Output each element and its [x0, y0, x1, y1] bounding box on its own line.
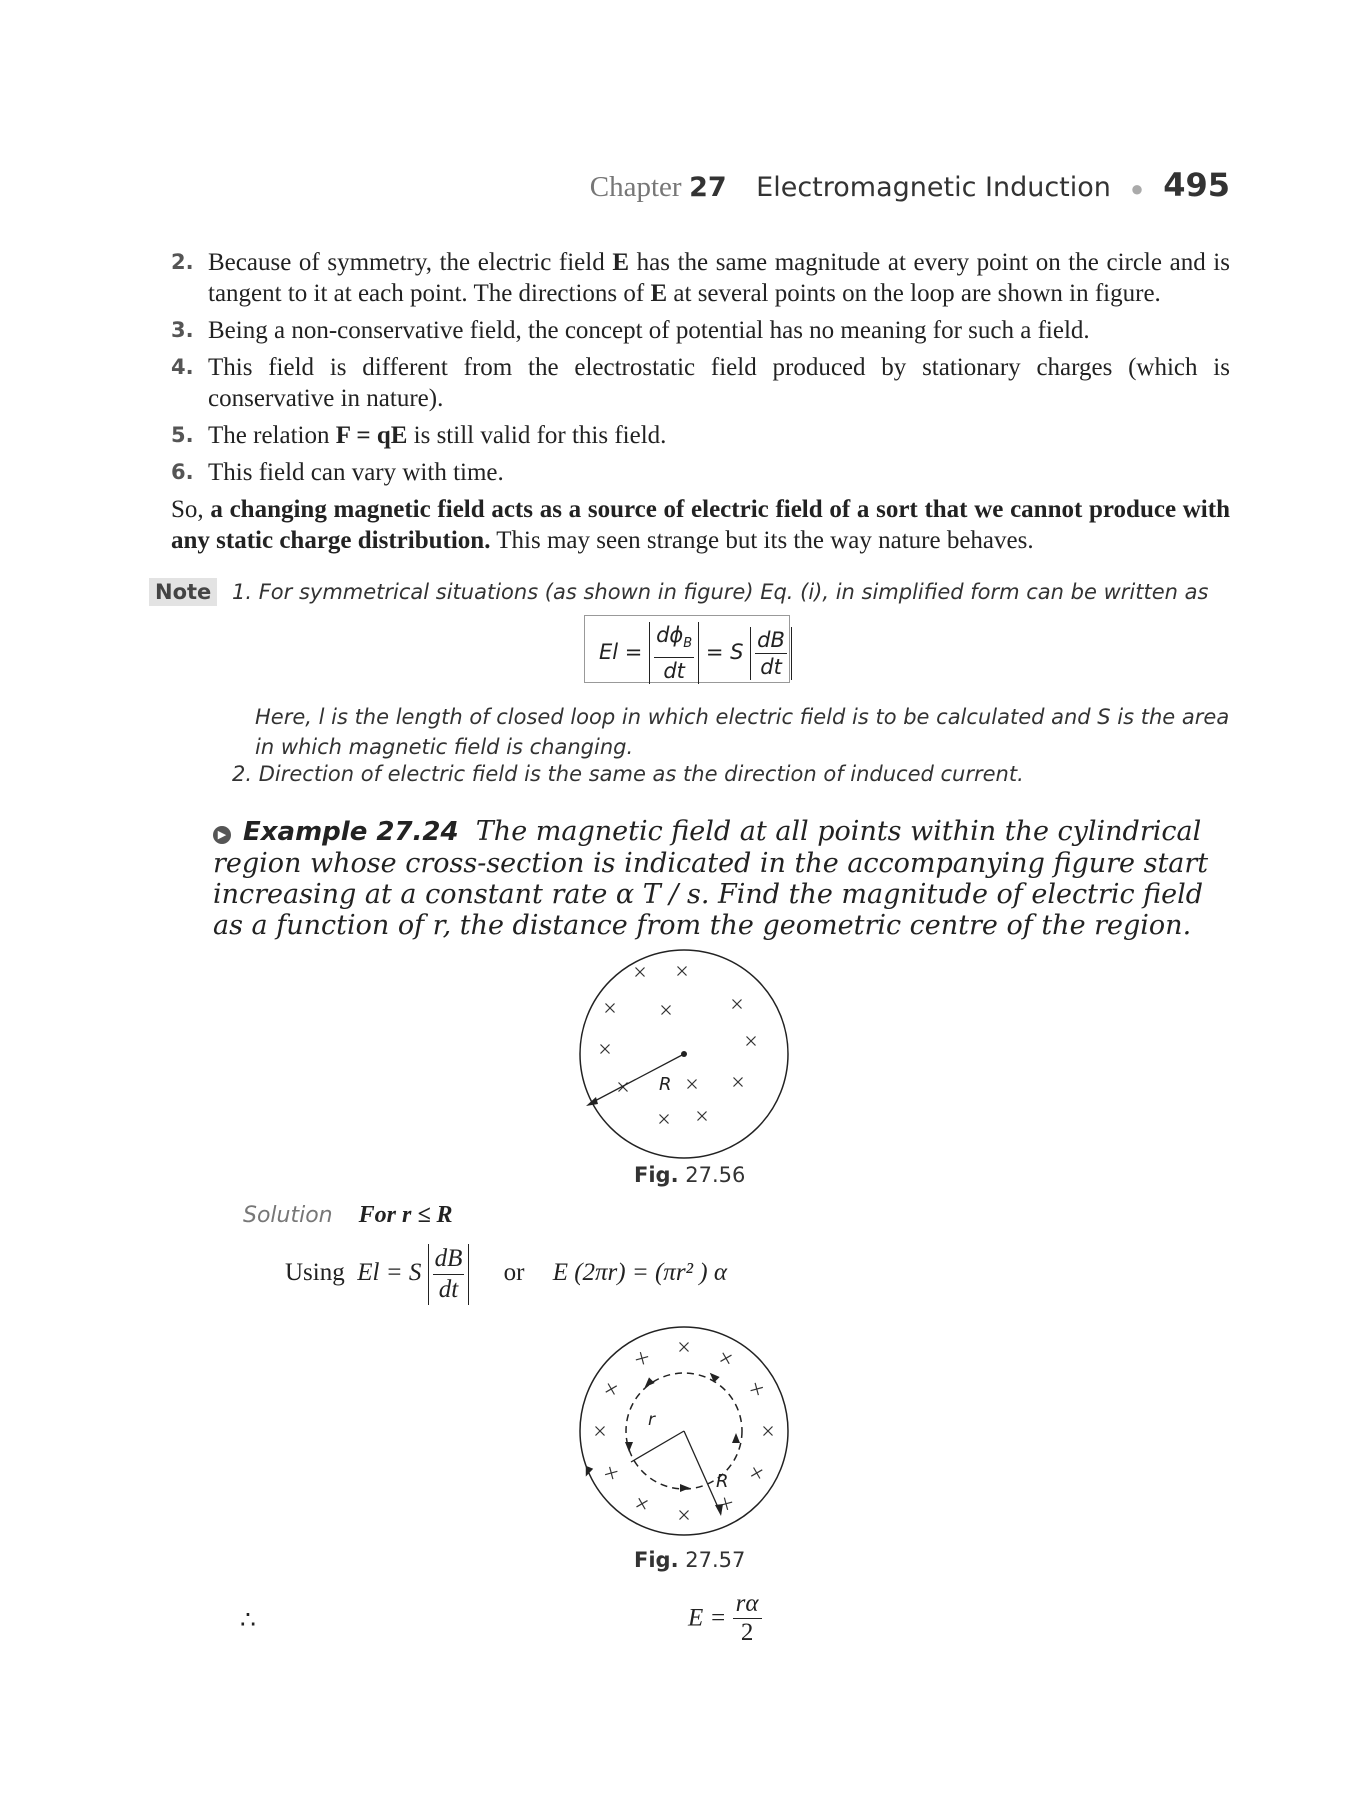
- cross-marks: [601, 967, 756, 1124]
- summary-paragraph: So, a changing magnetic field acts as a source of electric field of a sort that we cannot produce with any static charge distribution. This may seen strange but its the way nature behaves.: [171, 496, 1230, 554]
- item-text: This field can vary with time.: [208, 459, 504, 486]
- arrowhead-icon: [645, 1377, 655, 1387]
- eq-fraction-flux: $\frac{d\phi_B}{dt}$: [649, 622, 699, 684]
- item-text: Being a non-conservative field, the concept of potential has no meaning for such a field.: [208, 317, 1090, 344]
- radius-r-line: [631, 1431, 684, 1462]
- arrowhead-icon: [586, 1097, 598, 1106]
- chapter-word: Chapter: [589, 171, 682, 203]
- eq-mid: = S: [705, 640, 744, 665]
- or-text: or: [503, 1259, 525, 1287]
- item-number: 6.: [171, 460, 194, 484]
- item-number: 3.: [171, 318, 194, 342]
- cross-mark: [751, 1467, 762, 1478]
- solution-equation: [285, 1244, 727, 1305]
- eq-fraction-db: $\frac{dB}{dt}$: [750, 627, 792, 680]
- equation-box: [584, 615, 790, 683]
- example-text: The magnetic field at all points within the cylindrical region whose cross-section is indicated in the accompanying figure start increasing at a constant rate α T / s. Find the magnitude of electric field as a function of r, the distance from the geometric centre of the region.: [213, 816, 1209, 941]
- arrowhead-icon: [680, 1484, 690, 1492]
- arrowhead-icon: [625, 1442, 633, 1452]
- note-here-text: Here, l is the length of closed loop in which electric field is to be calculated and S is the area in which magnetic field is changing.: [255, 705, 1230, 759]
- list-item: [171, 247, 1230, 309]
- eq-fraction: $\frac{dB}{dt}$: [428, 1244, 470, 1305]
- chapter-number: 27: [689, 172, 727, 203]
- item-number: 4.: [171, 355, 194, 379]
- page-number: 495: [1163, 166, 1230, 204]
- label-R: R: [659, 1074, 672, 1095]
- item-text: The relation F = qE is still valid for this field.: [208, 422, 667, 449]
- page-header: [590, 166, 1230, 204]
- arrowhead-icon: [715, 1504, 723, 1516]
- fig-caption-27-56: Fig. 27.56: [634, 1163, 746, 1187]
- item-number: 2.: [171, 250, 194, 274]
- arrowhead-icon: [732, 1433, 740, 1443]
- item-text: This field is different from the electrostatic field produced by stationary charges (which is conservative in nature).: [208, 354, 1230, 412]
- therefore-symbol: ∴: [240, 1607, 256, 1634]
- label-R: R: [716, 1471, 729, 1492]
- note-label: Note: [149, 578, 217, 606]
- example-bullet-icon: ▶: [213, 826, 231, 844]
- list-item: [171, 420, 1230, 451]
- label-r: r: [648, 1410, 655, 1430]
- solution-label: Solution: [243, 1203, 333, 1228]
- example-label: Example 27.24: [243, 817, 459, 847]
- eq-rhs: E (2πr) = (πr² ) α: [552, 1259, 728, 1287]
- cross-mark: [606, 1383, 617, 1394]
- list-item: [171, 315, 1230, 346]
- item-number: 5.: [171, 423, 194, 447]
- solution-condition: For r ≤ R: [358, 1202, 453, 1228]
- eq-lhs: El = S: [357, 1259, 422, 1287]
- note-line-2: 2. Direction of electric field is the same as the direction of induced current.: [232, 762, 1024, 786]
- result-lhs: E =: [688, 1604, 727, 1632]
- cross-mark: [636, 1352, 648, 1364]
- using-text: Using: [285, 1259, 345, 1287]
- result-fraction: $\frac{r\alpha}{2}$: [733, 1590, 762, 1647]
- item-text: Because of symmetry, the electric field E has the same magnitude at every point on the circle and is tangent to it at each point. The directions of E at several points on the loop are shown in figure.: [208, 249, 1230, 307]
- chapter-title: Electromagnetic Induction: [756, 172, 1111, 203]
- solution-heading: [243, 1202, 453, 1229]
- note-line-1: 1. For symmetrical situations (as shown in figure) Eq. (i), in simplified form can be written as: [232, 580, 1209, 604]
- property-list: [171, 247, 1230, 556]
- cross-mark: [751, 1383, 763, 1395]
- figure-27-56: [574, 944, 794, 1164]
- separator-dot-icon: ●: [1130, 176, 1144, 201]
- cross-mark: [720, 1353, 731, 1364]
- cross-mark: [605, 1467, 617, 1479]
- cross-mark: [636, 1498, 647, 1509]
- arrowhead-icon: [710, 1373, 720, 1383]
- figure-27-57: [574, 1321, 794, 1541]
- list-item: [171, 457, 1230, 488]
- eq-lhs: El =: [599, 640, 643, 665]
- fig-caption-27-57: Fig. 27.57: [634, 1548, 746, 1572]
- list-item: [171, 352, 1230, 414]
- example-block: [213, 816, 1233, 941]
- result-equation: [688, 1590, 762, 1647]
